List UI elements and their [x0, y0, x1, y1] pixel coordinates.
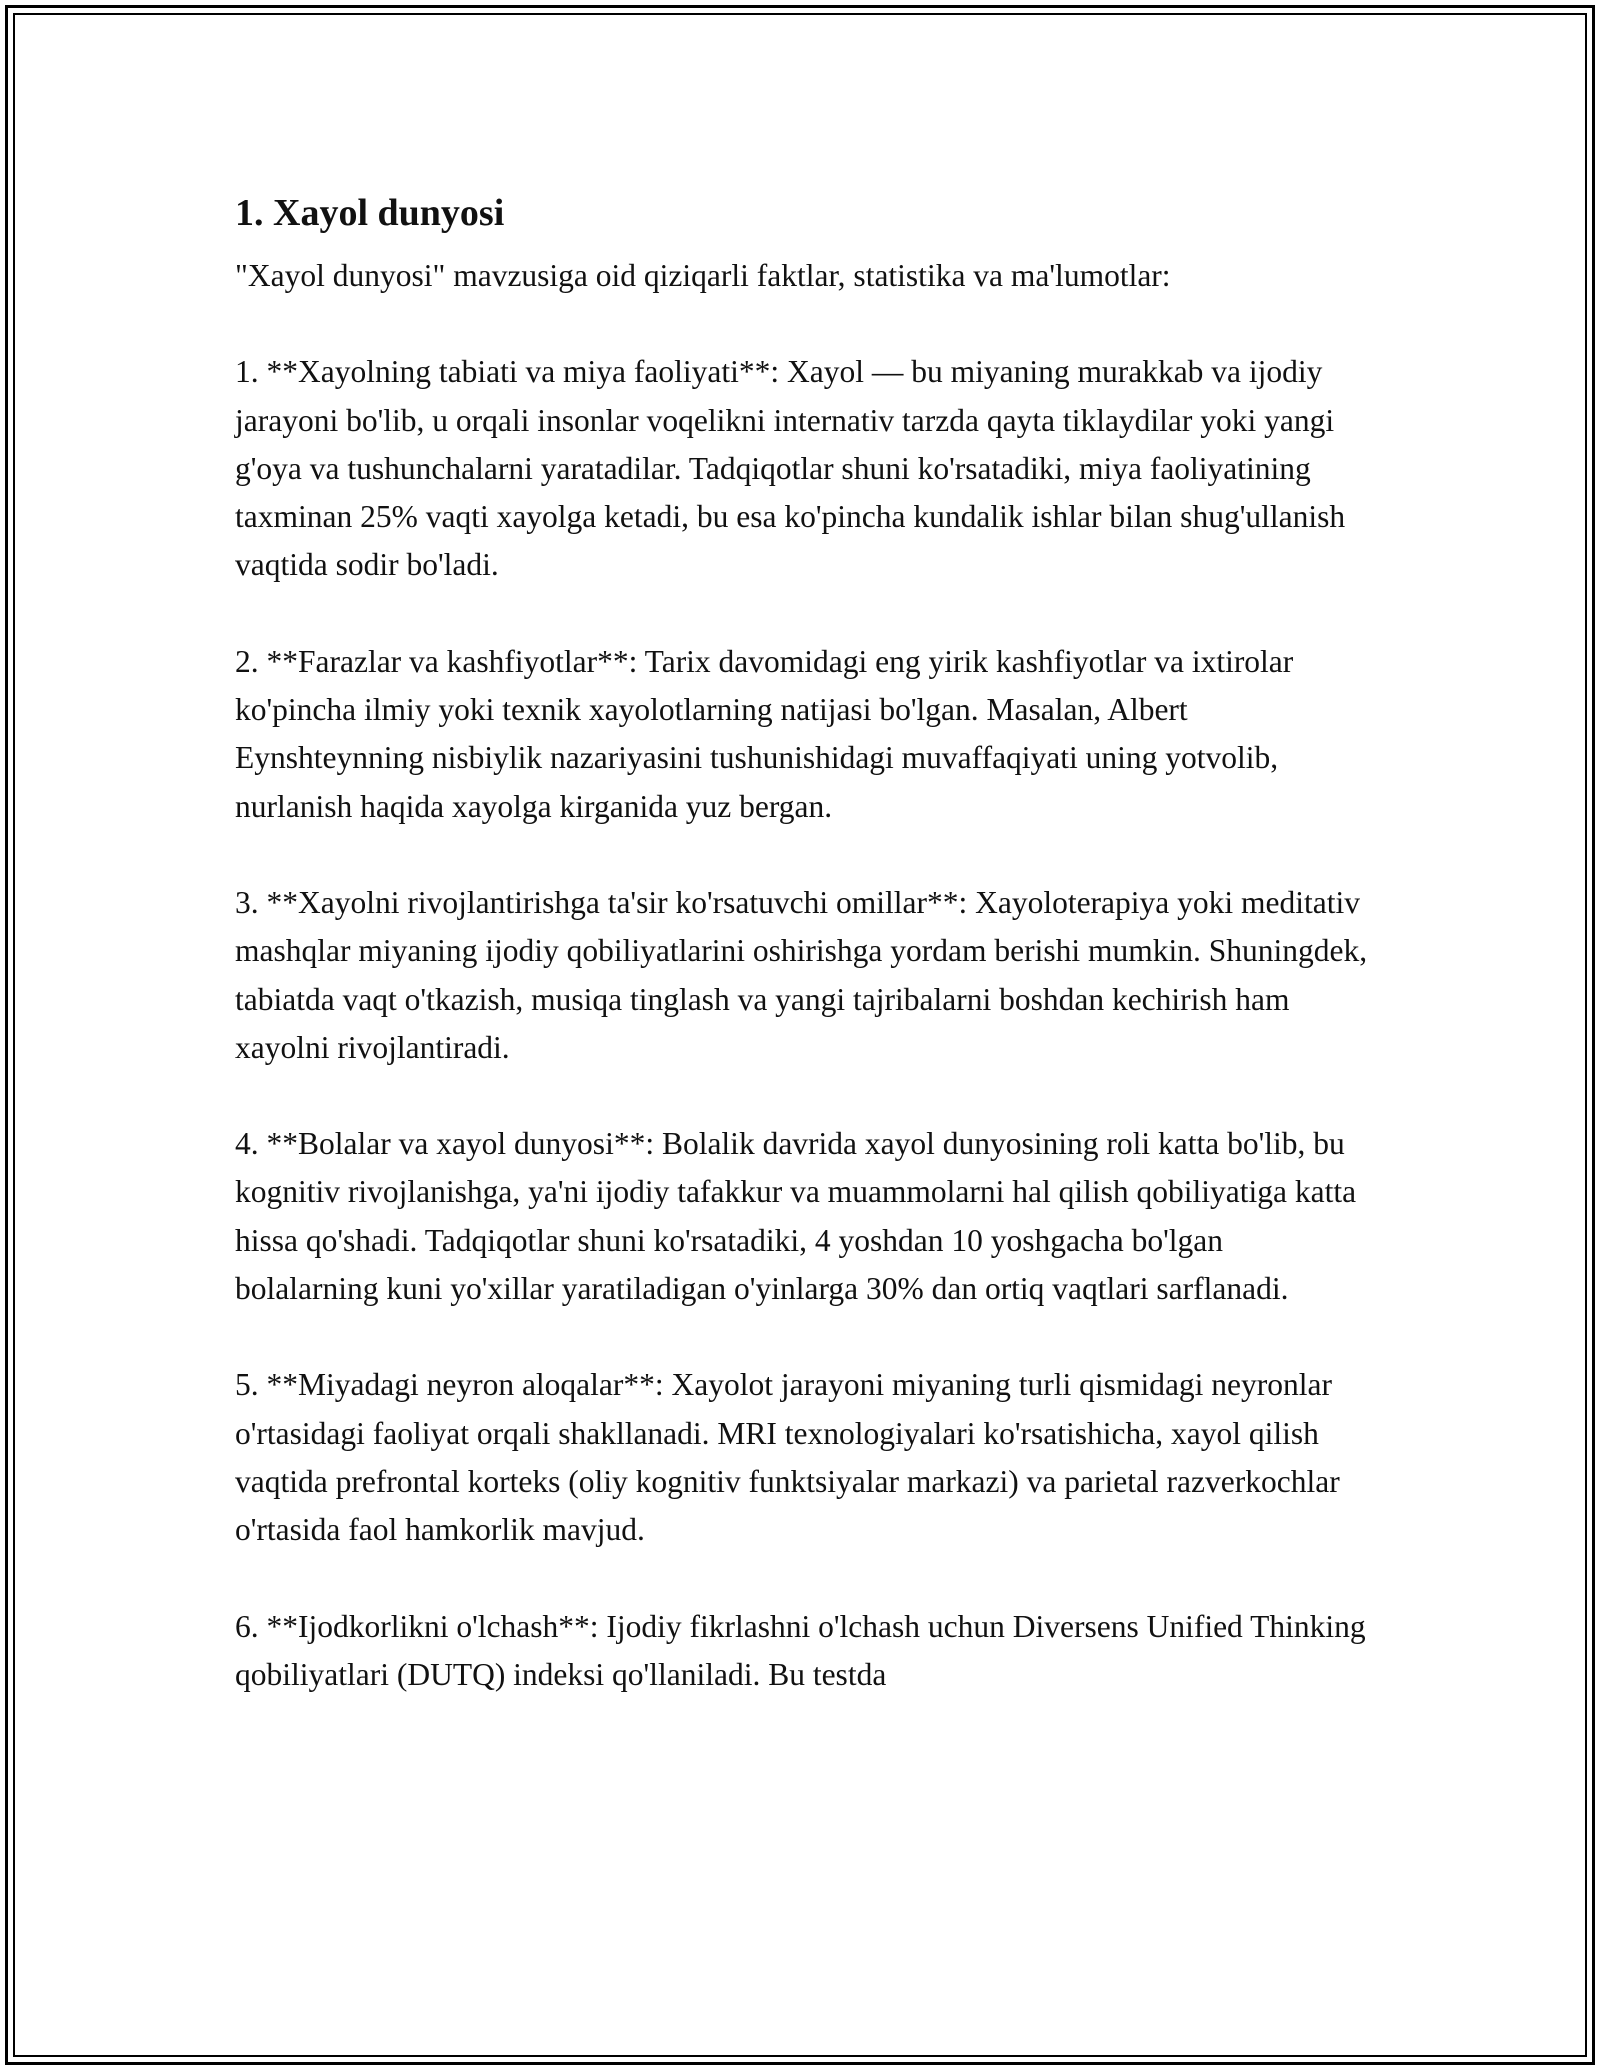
paragraph-6: 6. **Ijodkorlikni o'lchash**: Ijodiy fikrlashni o'lchash uchun Diversens Unified Thinking qobiliyatlari (DUTQ) indeksi qo'llaniladi. Bu testda: [235, 1608, 1366, 1692]
intro-paragraph: "Xayol dunyosi" mavzusiga oid qiziqarli faktlar, statistika va ma'lumotlar:: [235, 258, 1171, 293]
paragraph-3: 3. **Xayolni rivojlantirishga ta'sir ko'rsatuvchi omillar**: Xayoloterapiya yoki meditativ mashqlar miyaning ijodiy qobiliyatlarini oshirishga yordam berishi mumkin. Shuningdek, tabiatda vaqt o'tkazish, musiqa tinglash va yangi tajribalarni boshdan kechirish ham xayolni rivojlantiradi.: [235, 884, 1368, 1065]
paragraph-2: 2. **Farazlar va kashfiyotlar**: Tarix davomidagi eng yirik kashfiyotlar va ixtirolar ko'pincha ilmiy yoki texnik xayolotlarning natijasi bo'lgan. Masalan, Albert Eynshteynning nisbiylik nazariyasini tushunishidagi muvaffaqiyati uning yotvolib, nurlanish haqida xayolga kirganida yuz bergan.: [235, 643, 1294, 824]
document-body: [235, 186, 1370, 1699]
paragraph-4: 4. **Bolalar va xayol dunyosi**: Bolalik davrida xayol dunyosining roli katta bo'lib, bu kognitiv rivojlanishga, ya'ni ijodiy tafakkur va muammolarni hal qilish qobiliyatiga katta hissa qo'shadi. Tadqiqotlar shuni ko'rsatadiki, 4 yoshdan 10 yoshgacha bo'lgan bolalarning kuni yo'xillar yaratiladigan o'yinlarga 30% dan ortiq vaqtlari sarflanadi.: [235, 1126, 1357, 1307]
document-title: 1. Xayol dunyosi: [235, 192, 505, 234]
paragraph-5: 5. **Miyadagi neyron aloqalar**: Xayolot jarayoni miyaning turli qismidagi neyronlar o'rtasidagi faoliyat orqali shakllanadi. MRI texnologiyalari ko'rsatishicha, xayol qilish vaqtida prefrontal korteks (oliy kognitiv funktsiyalar markazi) va parietal razverkochlar o'rtasida faol hamkorlik mavjud.: [235, 1367, 1340, 1548]
paragraph-1: 1. **Xayolning tabiati va miya faoliyati**: Xayol — bu miyaning murakkab va ijodiy jarayoni bo'lib, u orqali insonlar voqelikni internativ tarzda qayta tiklaydilar yoki yangi g'oya va tushunchalarni yaratadilar. Tadqiqotlar shuni ko'rsatadiki, miya faoliyatining taxminan 25% vaqti xayolga ketadi, bu esa ko'pincha kundalik ishlar bilan shug'ullanish vaqtida sodir bo'ladi.: [235, 354, 1346, 583]
